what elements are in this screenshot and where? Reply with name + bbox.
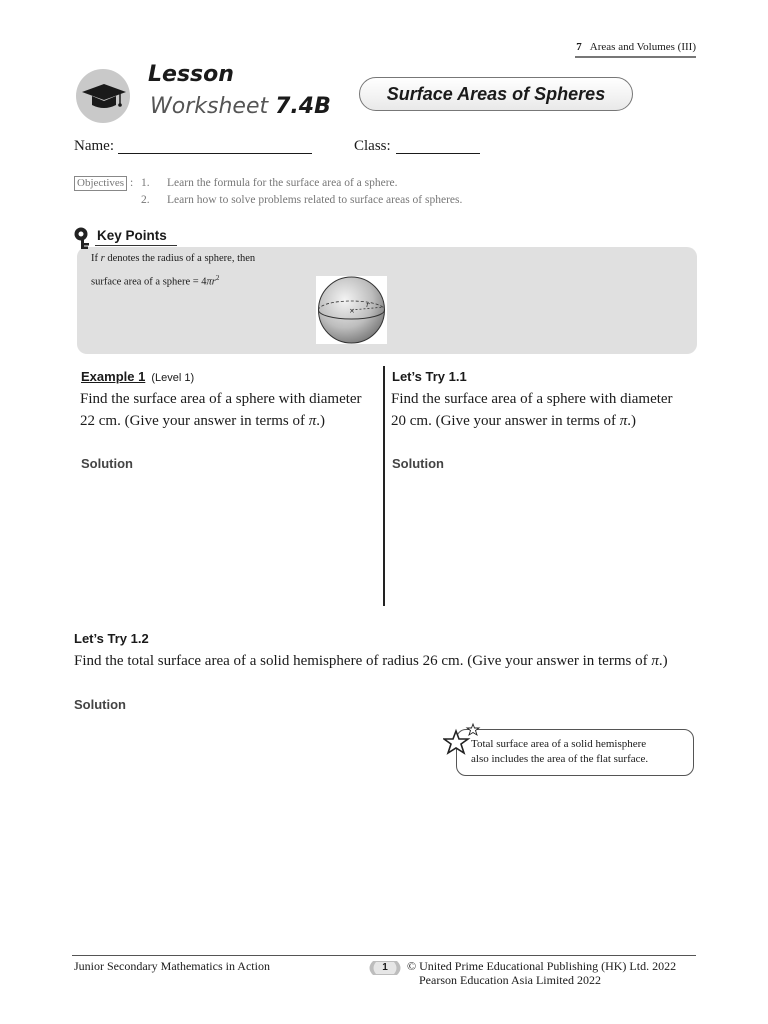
worksheet-word: Worksheet <box>150 94 269 119</box>
hint-box <box>456 729 694 776</box>
objective-text: Learn the formula for the surface area of a sphere. <box>167 177 398 189</box>
graduation-cap-icon <box>80 76 128 116</box>
chapter-number: 7 <box>576 41 582 53</box>
objective-number: 2. <box>141 194 150 206</box>
example-1-solution-label: Solution <box>81 456 133 471</box>
try-1-2-title: Let’s Try 1.2 <box>74 631 149 646</box>
book-title: Junior Secondary Mathematics in Action <box>74 959 270 973</box>
objective-number: 1. <box>141 177 150 189</box>
example-1-title: Example 1 <box>81 369 146 384</box>
key-point-line: If r denotes the radius of a sphere, then <box>91 253 256 264</box>
key-icon <box>72 226 98 250</box>
try-1-2-question: Find the total surface area of a solid hemisphere of radius 26 cm. (Give your answer in terms of π.) <box>74 653 668 669</box>
copyright: © United Prime Educational Publishing (HK) Ltd. 2022 Pearson Education Asia Limited 2022 <box>407 959 677 987</box>
topic-title: Surface Areas of Spheres <box>359 77 633 111</box>
try-1-1-question: Find the surface area of a sphere with diameter 20 cm. (Give your answer in terms of π.) <box>391 391 673 429</box>
column-divider <box>383 366 385 606</box>
hint-line: Total surface area of a solid hemisphere <box>471 738 647 750</box>
key-points-underline <box>95 245 177 246</box>
example-1-heading <box>81 369 194 384</box>
star-icon <box>443 722 483 756</box>
header-rule <box>575 56 696 58</box>
chapter-header <box>576 41 696 53</box>
objectives-label: Objectives <box>74 176 127 191</box>
objective-text: Learn how to solve problems related to surface areas of spheres. <box>167 194 463 206</box>
hint-line: also includes the area of the flat surface. <box>471 753 649 765</box>
try-1-1-solution-label: Solution <box>392 456 444 471</box>
objectives-colon: : <box>130 177 134 189</box>
lesson-word: Lesson <box>148 62 234 87</box>
sphere-diagram <box>316 276 387 344</box>
footer-rule <box>72 955 696 956</box>
name-field-line[interactable] <box>118 153 312 154</box>
svg-text:×: × <box>349 307 355 315</box>
example-1-question: Find the surface area of a sphere with diameter 22 cm. (Give your answer in terms of π.) <box>80 391 362 429</box>
chapter-title: Areas and Volumes (III) <box>589 41 696 53</box>
worksheet-title <box>150 94 331 119</box>
worksheet-number: 7.4B <box>275 94 331 119</box>
class-label: Class: <box>354 138 391 154</box>
try-1-1-title: Let’s Try 1.1 <box>392 369 467 384</box>
page-number: 1 <box>382 962 388 973</box>
example-1-level: (Level 1) <box>151 372 195 384</box>
surface-area-formula: surface area of a sphere = $4\pi r^2$ <box>91 274 220 288</box>
class-field-line[interactable] <box>396 153 480 154</box>
radius-label: r <box>366 301 370 309</box>
name-label: Name: <box>74 138 114 154</box>
key-points-title: Key Points <box>97 228 167 243</box>
try-1-2-solution-label: Solution <box>74 697 126 712</box>
